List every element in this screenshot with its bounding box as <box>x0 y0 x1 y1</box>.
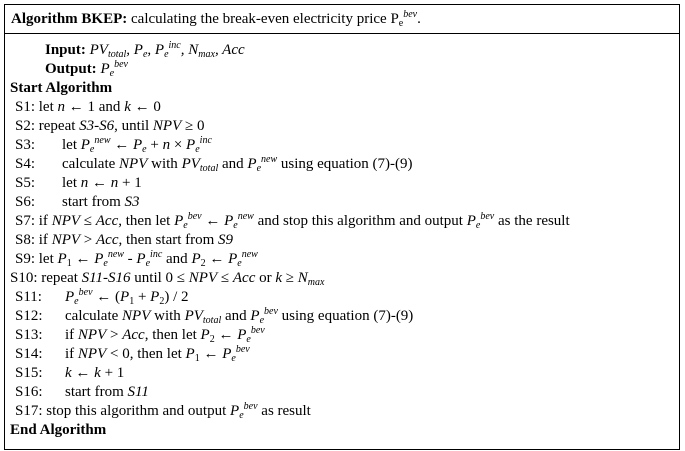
end-algorithm: End Algorithm <box>10 422 107 438</box>
input-line: Input: $PV_{total}$, $P_e$, $P_e^{inc}$, $N_{max}$, Acc <box>45 40 245 60</box>
step-s1: S1: let n ← 1 and k ← 0 <box>15 99 161 115</box>
start-algorithm: Start Algorithm <box>10 80 113 96</box>
step-s7: S7: if NPV ≤ Acc, then let $P_e^{bev}$ ← $P_e^{new}$ and stop this algorithm and output $P_e^{bev}$ as the result <box>15 211 570 231</box>
step-s2: S2: repeat S3-S6, until NPV ≥ 0 <box>15 118 205 134</box>
step-s4: S4: calculate NPV with $PV_{total}$ and $P_e^{new}$ using equation (7)-(9) <box>15 154 413 174</box>
step-s11: S11: $P_e^{bev}$ ← $(P_1 + P_2) / 2$ <box>15 287 189 307</box>
step-s17: S17: stop this algorithm and output $P_e^{bev}$ as result <box>15 401 311 421</box>
step-s5: S5: let n ← n + 1 <box>15 175 142 191</box>
step-s13: S13: if NPV > Acc, then let $P_2$ ← $P_e^{bev}$ <box>15 325 265 345</box>
step-s6: S6: start from S3 <box>15 194 140 210</box>
step-s16: S16: start from S11 <box>15 384 149 400</box>
algorithm-box <box>4 4 680 450</box>
output-line: Output: $P_e^{bev}$ <box>45 59 128 79</box>
step-s14: S14: if NPV < 0, then let $P_1$ ← $P_e^{bev}$ <box>15 344 250 364</box>
step-s15: S15: k ← k + 1 <box>15 365 125 381</box>
step-s8: S8: if NPV > Acc, then start from S9 <box>15 232 234 248</box>
step-s12: S12: calculate NPV with $PV_{total}$ and $P_e^{bev}$ using equation (7)-(9) <box>15 306 414 326</box>
algorithm-title: Algorithm BKEP: calculating the break-even electricity price $P_e^{bev}$. <box>11 9 421 29</box>
algorithm-header <box>5 5 679 34</box>
step-s3: S3: let $P_e^{new}$ ← $P_e + n \times P_e^{inc}$ <box>15 135 212 155</box>
step-s10: S10: repeat S11-S16 until 0 ≤ NPV ≤ Acc or $k \ge N_{max}$ <box>10 270 325 288</box>
step-s9: S9: let $P_1$ ← $P_e^{new} - P_e^{inc}$ and $P_2$ ← $P_e^{new}$ <box>15 249 258 269</box>
